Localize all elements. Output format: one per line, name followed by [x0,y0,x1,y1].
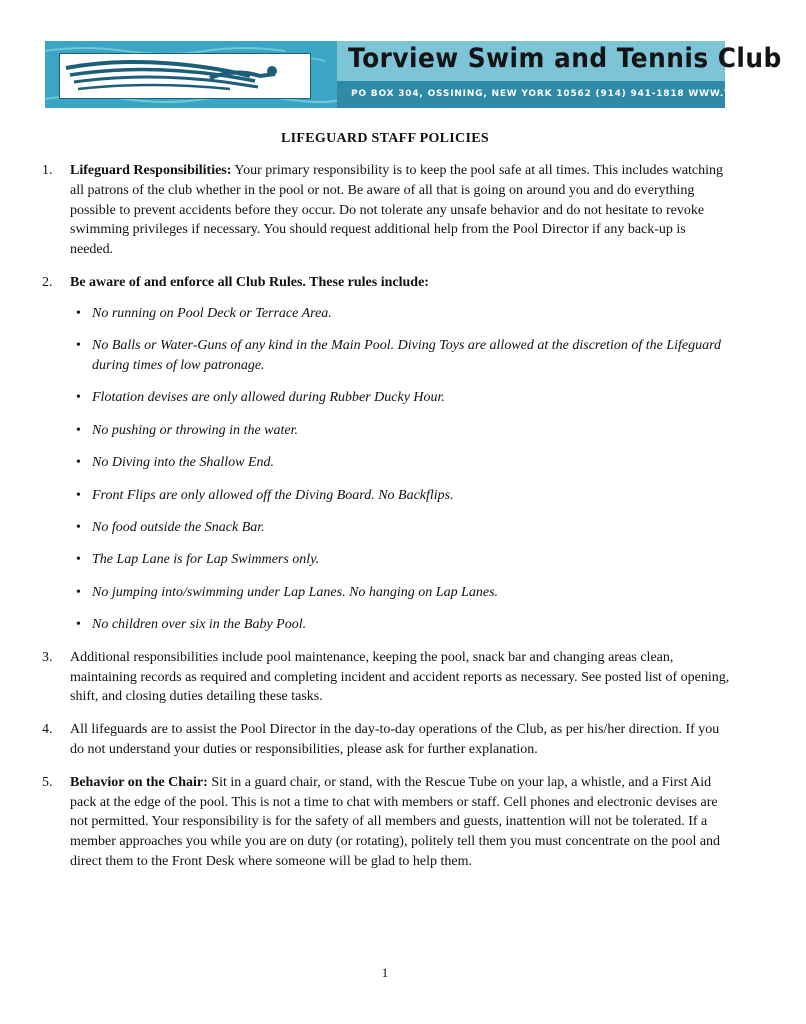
club-rule-text: No food outside the Snack Bar. [92,519,265,535]
bullet-icon: • [76,338,81,354]
header-banner [45,41,806,108]
policy-item-3 [42,648,730,707]
bullet-icon: • [76,487,81,503]
bullet-icon: • [76,519,81,535]
policy-number: 2. [42,274,53,290]
club-rules-list [70,304,730,635]
bullet-icon: • [76,305,81,321]
club-rule-text: No children over six in the Baby Pool. [92,617,307,633]
policy-number: 3. [42,649,53,665]
bullet-icon: • [76,390,81,406]
club-rule-text: No running on Pool Deck or Terrace Area. [92,305,332,321]
club-rule-text: No jumping into/swimming under Lap Lanes. No hanging on Lap Lanes. [92,584,499,600]
policy-item-4 [42,720,730,760]
club-logo [59,53,311,99]
club-rule [76,388,730,408]
swimmer-logo-icon [60,54,310,98]
club-rule [76,583,730,603]
club-rule-text: Flotation devises are only allowed during Rubber Ducky Hour. [92,390,445,406]
policy-item-1 [42,161,730,260]
club-rule [76,518,730,538]
bullet-icon: • [76,617,81,633]
bullet-icon: • [76,455,81,471]
document-title: LIFEGUARD STAFF POLICIES [281,131,489,146]
club-rule-text: No Balls or Water-Guns of any kind in the Main Pool. Diving Toys are allowed at the discretion of the Lifeguard during times of low patronage. [92,338,722,373]
policy-heading: Be aware of and enforce all Club Rules. These rules include: [70,274,429,290]
club-rule [76,550,730,570]
policy-text: All lifeguards are to assist the Pool Director in the day-to-day operations of the Club, as per his/her direction. If you do not understand your duties or responsibilities, please ask for further explanation. [70,722,720,758]
policy-text: Your primary responsibility is to keep the pool safe at all times. This includes watching all patrons of the club whether in the pool or not. Be aware of all that is going on around you and do everything possible to prevent accidents before they occur. Do not tolerate any unsafe behavior and do not hesitate to revoke swimming privileges if necessary. You should request additional help from the Pool Director if any back-up is needed. [70,163,724,258]
policy-number: 1. [42,163,53,178]
policy-item-5 [42,773,730,872]
club-rule [76,336,730,376]
page-number: 1 [381,965,389,980]
club-rule [76,486,730,506]
policy-number: 4. [42,722,53,738]
bullet-icon: • [76,422,81,438]
policy-text: Sit in a guard chair, or stand, with the Rescue Tube on your lap, a whistle, and a First Aid pack at the edge of the pool. This is not a time to chat with members or staff. Cell phones and electronic devises are not permitted. Your responsibility is for the safety of all members and guests, inattention will not be tolerated. If a member approaches you while you are on duty (or rotating), politely tell them you must concentrate on the pool and direct them to the Front Desk where someone will be glad to help them. [70,774,721,870]
club-rule-text: The Lap Lane is for Lap Swimmers only. [92,552,320,568]
club-rule [76,615,730,635]
club-rule [76,304,730,324]
bullet-icon: • [76,584,81,600]
policy-heading: Behavior on the Chair: [70,774,208,790]
policy-list [42,161,730,885]
bullet-icon: • [76,552,81,568]
club-rule [76,453,730,473]
club-rule-text: No pushing or throwing in the water. [92,422,299,438]
policy-heading: Lifeguard Responsibilities: [70,163,232,178]
club-address: PO BOX 304, OSSINING, NEW YORK 10562 (914) 941-1818 WWW.TORVIEW.COM [351,89,806,99]
policy-item-2 [42,273,730,635]
club-rule [76,421,730,441]
club-rule-text: No Diving into the Shallow End. [92,455,274,471]
policy-text: Additional responsibilities include pool maintenance, keeping the pool, snack bar and changing areas clean, maintaining records as required and completing incident and accident reports as necessary. See posted list of opening, shift, and closing duties detailing these tasks. [70,649,730,705]
policy-number: 5. [42,774,53,790]
club-rule-text: Front Flips are only allowed off the Diving Board. No Backflips. [92,487,454,503]
club-name: Torview Swim and Tennis Club [348,43,782,74]
